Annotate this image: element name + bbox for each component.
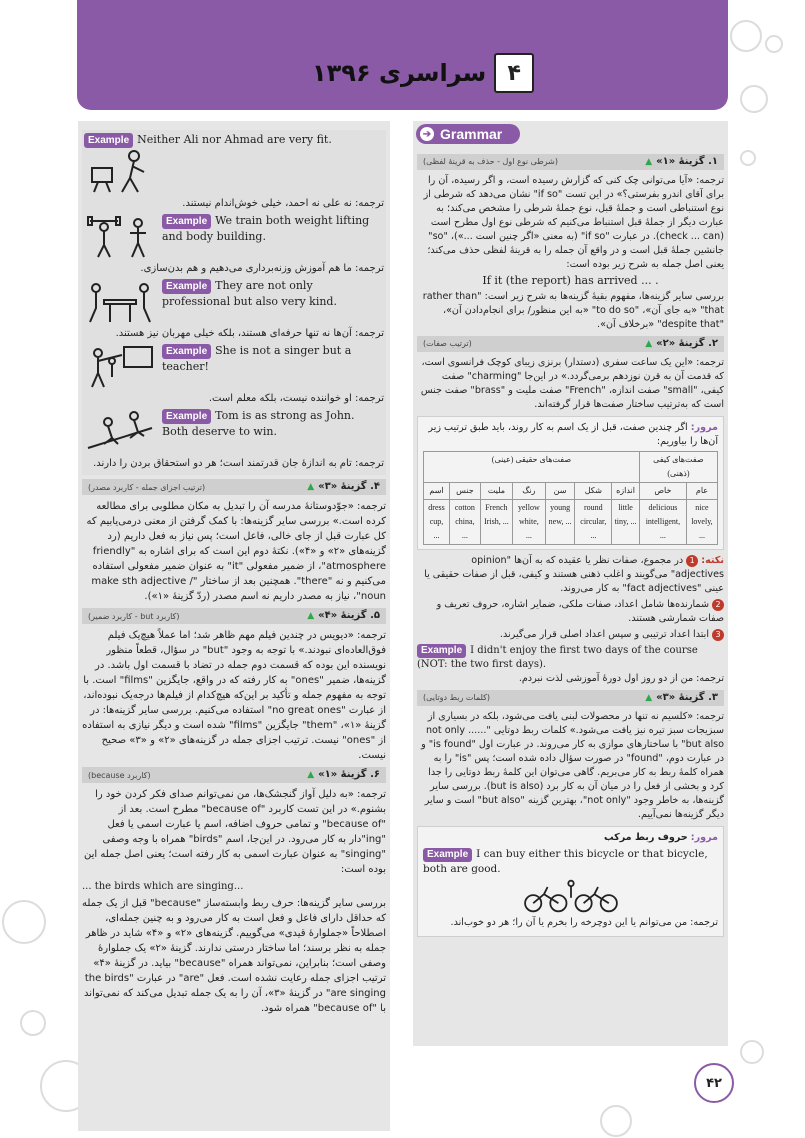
review2-en: I can buy either this bicycle or that bicycle, both are good.	[423, 848, 708, 875]
example-4-en: She is not a singer but a teacher!	[162, 344, 352, 373]
question-2-header	[417, 336, 724, 352]
note-1: در مجموع، صفات نظر یا عقیده که به آن‌ها "opinion adjectives" می‌گویند و اغلب ذهنی هستند و کیفی، قبل از صفات حقیقی یا عینی "fact adjectives" به کار می‌روند.	[424, 555, 724, 594]
q1-rest: بررسی سایر گزینه‌ها، مفهوم بقیهٔ گزینه‌ها به شرح زیر است: "rather than that" «به جای آن»، "to do so" «به این منظور/ برای انجام‌دادن آن»، "despite that" «برخلاف آن».	[422, 291, 724, 330]
example-badge: Example	[417, 644, 466, 658]
q1-body: ترجمه: «آیا می‌توانی چک کنی که گزارش رسیده است، و اگر رسیده، آن را برای آقای اندرو بفرستی؟» در این تست "if so" نشان می‌دهد که شرطی از نوع استنباطی است و جملهٔ قبل، نوع جملهٔ شرطی را مشخص می‌کند؛ به عبارت دیگر از جملهٔ قبل استنباط می‌کنیم که شرطی نوع اول مطرح است (check ... can). در عبارت "if so" (به معنی «اگر چنین است ...»)، "so" جانشین جملهٔ قبل است و در واقع آن جمله را به قرینهٔ لفظی حذف می‌کند؛ یعنی اصل جمله به شرح زیر بوده است:	[423, 175, 724, 270]
decor-circle	[600, 1105, 632, 1137]
adjective-order-table	[423, 451, 718, 545]
example-1-fa: ترجمه: نه علی نه احمد، خیلی خوش‌اندام نیستند.	[182, 198, 384, 209]
q2-tag: (ترتیب صفات)	[423, 339, 472, 348]
weightlifting-illustration	[84, 213, 156, 259]
fitness-illustration	[84, 148, 156, 194]
example-5-en: Tom is as strong as John. Both deserve to win.	[162, 409, 355, 438]
table-cell: French Irish, ...	[480, 500, 512, 545]
table-col: ملیت	[480, 483, 512, 500]
decor-circle	[20, 1010, 46, 1036]
example-1-en: Neither Ali nor Ahmad are very fit.	[137, 133, 332, 146]
decor-circle	[740, 150, 756, 166]
q6-en: ... the birds which are singing...	[82, 881, 244, 892]
example-badge: Example	[84, 133, 133, 148]
q1-tag: (شرطی نوع اول - حذف به قرینهٔ لفظی)	[423, 157, 558, 166]
note-3: ابتدا اعداد ترتیبی و سپس اعداد اصلی قرار می‌گیرند.	[499, 629, 709, 640]
q3-body: ترجمه: «کلسیم نه تنها در محصولات لبنی یافت می‌شود، بلکه در بسیاری از سبزیجات سبز تیره نیز یافت می‌شود.» کلمات ربط دوتایی "not only ...... but also" با ساختارهای موازی به کار می‌روند. در عبارت اول "is found" و در عبارت دوم، "found" در صورت سؤال داده شده است؛ پس "is" را به همراه کلمهٔ ربط به کار می‌بریم. گاهی می‌توان این کلمهٔ ربط دوتایی را جدا کرد و بخشی از فعل را در میان آن به کار برد (but is also). بررسی سایر گزینه‌ها، به خاطر وجود "not only"، بهترین گزینه "but also" است و سایر دیگر گزینه‌ها نمی‌آییم.	[421, 711, 724, 820]
q4-head: ۴. گزینهٔ «۳»	[318, 481, 380, 492]
note-number-1: 1	[686, 555, 698, 567]
example-badge: Example	[423, 848, 472, 862]
example-2	[84, 213, 384, 276]
signal-icon: ▲	[645, 157, 653, 167]
table-cell: delicious intelligent, ...	[639, 500, 686, 545]
table-col: سن	[545, 483, 575, 500]
question-6-header	[82, 767, 386, 783]
question-3-header	[417, 690, 724, 706]
example-badge: Example	[162, 344, 211, 359]
example-badge: Example	[162, 279, 211, 294]
question-5-header	[82, 608, 386, 624]
examples-box	[82, 130, 386, 475]
example-5-fa: ترجمه: تام به اندازهٔ جان قدرتمند است؛ هر دو استحقاق بردن را دارند.	[93, 458, 384, 469]
table-col: اندازه	[612, 483, 640, 500]
example-badge: Example	[162, 214, 211, 229]
q6-tag: (کاربرد because)	[88, 770, 151, 780]
right-column	[417, 150, 724, 941]
table-col: اسم	[424, 483, 450, 500]
signal-icon: ▲	[307, 611, 315, 621]
review2-sub: حروف ربط مرکب	[603, 832, 688, 843]
teacher-illustration	[84, 343, 156, 389]
section-number: ۴	[494, 53, 534, 93]
question-4-header	[82, 479, 386, 495]
grammar-badge	[416, 124, 520, 144]
q2-body: ترجمه: «این یک ساعت سفری (دستدار) برنزی زیبای کوچک فرانسوی است، که قدمت آن به قرن نوزدهم برمی‌گردد.» در این‌جا "charming" صفت کیفی، "small" صفت اندازه، "French" صفت ملیت و "brass" صفت جنس است که به‌ترتیب ساختار صفت‌ها قرار گرفته‌اند.	[420, 357, 724, 410]
question-1-header	[417, 154, 724, 170]
decor-circle	[740, 85, 768, 113]
table-cell: little tiny, ...	[612, 500, 640, 545]
table-cell: dress cup, ...	[424, 500, 450, 545]
section-title	[312, 50, 534, 96]
table-col: شکل	[575, 483, 612, 500]
decor-circle	[765, 35, 783, 53]
signal-icon: ▲	[307, 482, 315, 492]
example-2-fa: ترجمه: ما هم آموزش وزنه‌برداری می‌دهیم و هم بدن‌سازی.	[140, 263, 384, 274]
table-head-quality: صفت‌های کیفی (ذهنی)	[639, 452, 717, 483]
skiing-illustration	[84, 408, 156, 454]
q2-head: ۲. گزینهٔ «۲»	[656, 338, 718, 349]
q6-head: ۶. گزینهٔ «۱»	[318, 769, 380, 780]
note-2: شمارنده‌ها شامل اعداد، صفات ملکی، ضمایر اشاره، حروف تعریف و صفات شمارشی هستند.	[436, 599, 724, 624]
arrow-icon: ➔	[420, 127, 434, 141]
grammar-label: Grammar	[440, 126, 503, 142]
table-cell: yellow white, ...	[513, 500, 546, 545]
q5-body: ترجمه: «دیویس در چندین فیلم مهم ظاهر شد؛ اما عملاً هیچ‌یک فیلم فوق‌العاده‌ای نبودند.» با توجه به وجود "but" در سؤال، قطعاً منظور نویسنده این بوده که قسمت دوم جمله در تضاد با قسمت اول باشد. در گزینه‌ها، ضمیر "ones" به کار رفته که در واقع، جایگزین "films" است. با توجه به مفهوم جمله و تأکید بر این‌که هیچ‌کدام از فیلم‌ها درجه‌یک نبوده‌اند، از عبارت "no great ones" استفاده می‌کنیم. بررسی سایر گزینه‌ها: در گزینهٔ «۱»، "them" جایگزین "films" شده است و دیگر نیازی به استفاده از "ones" نیست. ترتیب اجزای جمله در گزینه‌های «۲» و «۳» صحیح نیست.	[82, 630, 386, 761]
review2-fa: ترجمه: من می‌توانم یا این دوچرخه را بخرم یا آن را؛ هر دو خوب‌اند.	[450, 917, 718, 928]
example-3-en: They are not only professional but also very kind.	[162, 279, 337, 308]
q1-head: ۱. گزینهٔ «۱»	[656, 156, 718, 167]
example-5	[84, 408, 384, 471]
review-box-adjectives	[417, 416, 724, 550]
table-col: جنس	[450, 483, 481, 500]
example-4-fa: ترجمه: او خواننده نیست، بلکه معلم است.	[208, 393, 384, 404]
bicycle-illustration	[516, 878, 626, 914]
section-title-text: سراسری ۱۳۹۶	[312, 59, 487, 87]
table-cell: round circular, ...	[575, 500, 612, 545]
table-col: عام	[686, 483, 717, 500]
review-body: اگر چندین صفت، قبل از یک اسم به کار روند، باید طبق ترتیب زیر آن‌ها را بیاوریم:	[428, 422, 718, 447]
meeting-illustration	[84, 278, 156, 324]
decor-circle	[730, 20, 762, 52]
q6-body: ترجمه: «به دلیل آواز گنجشک‌ها، من نمی‌توانم صدای فکر کردن خود را بشنوم.» در این تست کاربرد "because of" مطرح است. بعد از "because of" و تمامی حروف اضافه، اسم یا عبارت اسمی یا فعل "ing"‌دار به کار می‌رود. در این‌جا، اسم "birds" همراه با وجه وصفی "singing" به عنوان عبارت اسمی به کار رفته است؛ یعنی اصل جمله این بوده است:	[84, 789, 386, 875]
note-example-en: I didn't enjoy the first two days of the course (NOT: the two first days).	[417, 645, 698, 670]
page-number: ۴۲	[694, 1063, 734, 1103]
table-head-fact: صفت‌های حقیقی (عینی)	[424, 452, 640, 483]
q5-tag: (کاربرد but - کاربرد ضمیر)	[88, 611, 180, 621]
signal-icon: ▲	[307, 770, 315, 780]
example-1	[84, 132, 384, 211]
review2-title: مرور:	[690, 832, 718, 843]
note-section	[417, 554, 724, 686]
q4-tag: (ترتیب اجزای جمله - کاربرد مصدر)	[88, 482, 206, 492]
decor-circle	[2, 900, 46, 944]
example-4	[84, 343, 384, 406]
review-box-conjunctions	[417, 826, 724, 937]
review-title: مرور:	[690, 422, 718, 433]
table-col: رنگ	[513, 483, 546, 500]
table-cell: cotton china, ...	[450, 500, 481, 545]
q5-head: ۵. گزینهٔ «۴»	[318, 610, 380, 621]
note-title: نکته:	[701, 555, 724, 566]
example-3	[84, 278, 384, 341]
decor-circle	[740, 1040, 764, 1064]
q1-en: If it (the report) has arrived ... .	[482, 274, 659, 287]
q4-body: ترجمه: «جوّدوستانهٔ مدرسه آن را تبدیل به مکان مطلوبی برای مطالعه کرده است.» بررسی سایر گزینه‌ها: با کمک گرفتن از معنی درمی‌یابیم که کل عبارت قبل از جای خالی، فاعل است؛ پس نیاز به فعل داریم (رد گزینه‌های «۲» و «۴»). نکتهٔ دوم این است که برای اشاره به "friendly atmosphere"، از ضمیر مفعولی "it" به عنوان ضمیر مفعولی استفاده می‌کنیم و نه "there". همچنین بعد از ساختار "make sth adjective / noun"، نیاز به مصدر داریم نه اسم مصدر (ردّ گزینهٔ «۱»).	[86, 501, 386, 602]
example-3-fa: ترجمه: آن‌ها نه تنها حرفه‌ای هستند، بلکه خیلی مهربان نیز هستند.	[115, 328, 384, 339]
signal-icon: ▲	[645, 339, 653, 349]
q6-rest: بررسی سایر گزینه‌ها: حرف ربط وابسته‌ساز "because" قبل از یک جمله که حداقل دارای فاعل و فعل است به کار می‌رود و به چنین جمله‌ای، اصطلاحاً «جملوارهٔ قیدی» می‌گوییم. گزینه‌های «۲» و «۴» شاید در ظاهر جمله به نظر برسند؛ اما ساختار درستی ندارند. گزینهٔ «۲» یک جملوارهٔ وصفی است؛ بنابراین، نمی‌تواند همراه "because" بیاید. در گزینهٔ «۴» ترتیب اجزای جمله رعایت نشده است. فعل "are" در عبارت "the birds are singing" در گزینهٔ «۳»، آن را به یک جمله تبدیل می‌کند که نمی‌تواند با "because of" همراه شود.	[82, 898, 386, 1014]
q3-tag: (کلمات ربط دوتایی)	[423, 693, 491, 702]
left-column	[82, 126, 386, 1018]
table-cell: young new, ...	[545, 500, 575, 545]
note-example-fa: ترجمه: من از دو روز اول دورهٔ آموزشی لذت نبردم.	[518, 673, 724, 684]
table-col: خاص	[639, 483, 686, 500]
signal-icon: ▲	[645, 693, 653, 703]
example-badge: Example	[162, 409, 211, 424]
example-2-en: We train both weight lifting and body building.	[162, 214, 370, 243]
note-number-3: 3	[712, 629, 724, 641]
table-cell: nice lovely, ...	[686, 500, 717, 545]
q3-head: ۳. گزینهٔ «۳»	[656, 692, 718, 703]
note-number-2: 2	[712, 599, 724, 611]
